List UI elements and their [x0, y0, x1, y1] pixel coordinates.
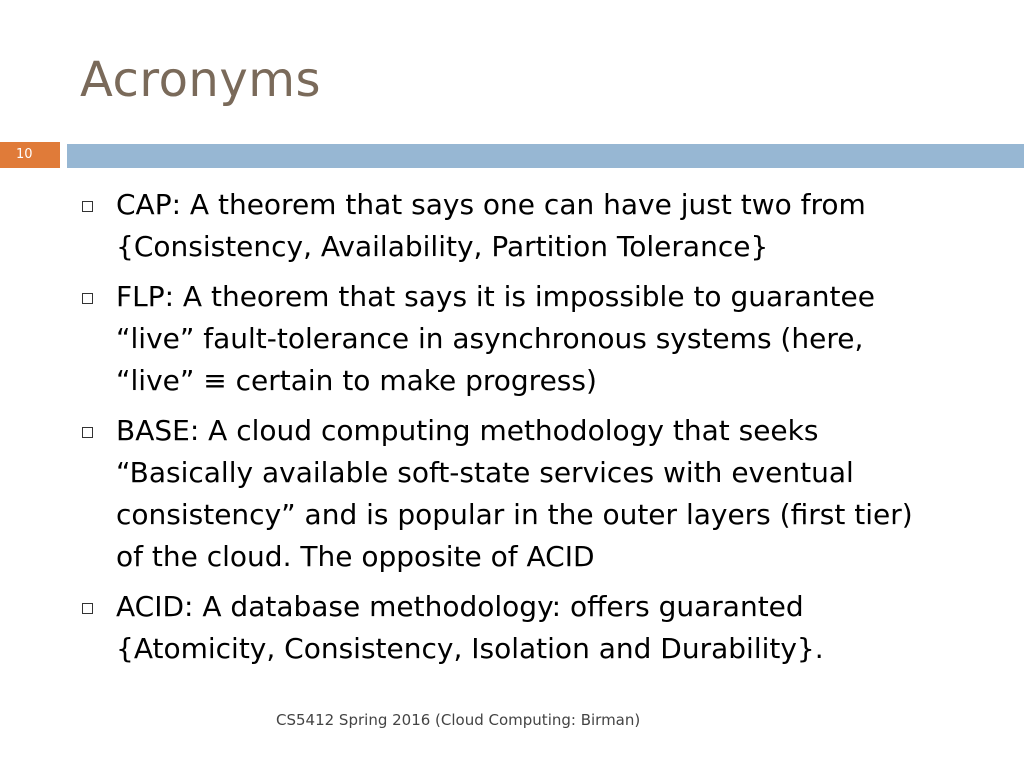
bullet-line: “live” ≡ certain to make progress) [116, 364, 597, 397]
bullet-list [80, 184, 980, 678]
title-rule-bar [67, 144, 1024, 168]
bullet-flp [80, 276, 980, 402]
square-bullet-icon [82, 201, 93, 212]
bullet-line: of the cloud. The opposite of ACID [116, 540, 595, 573]
bullet-line: CAP: A theorem that says one can have just two from [116, 188, 866, 221]
bullet-base [80, 410, 980, 578]
bullet-line: “live” fault-tolerance in asynchronous systems (here, [116, 322, 864, 355]
square-bullet-icon [82, 293, 93, 304]
square-bullet-icon [82, 427, 93, 438]
bullet-acid [80, 586, 980, 670]
bullet-line: {Atomicity, Consistency, Isolation and Durability}. [116, 632, 824, 665]
slide-title: Acronyms [80, 52, 322, 108]
bullet-line: consistency” and is popular in the outer layers (first tier) [116, 498, 913, 531]
bullet-line: ACID: A database methodology: offers guaranted [116, 590, 804, 623]
square-bullet-icon [82, 603, 93, 614]
slide-footer: CS5412 Spring 2016 (Cloud Computing: Birman) [276, 711, 641, 729]
page-number-badge: 10 [0, 142, 60, 168]
bullet-line: FLP: A theorem that says it is impossible to guarantee [116, 280, 875, 313]
bullet-cap [80, 184, 980, 268]
bullet-line: “Basically available soft-state services with eventual [116, 456, 854, 489]
bullet-line: BASE: A cloud computing methodology that seeks [116, 414, 819, 447]
bullet-line: {Consistency, Availability, Partition Tolerance} [116, 230, 769, 263]
